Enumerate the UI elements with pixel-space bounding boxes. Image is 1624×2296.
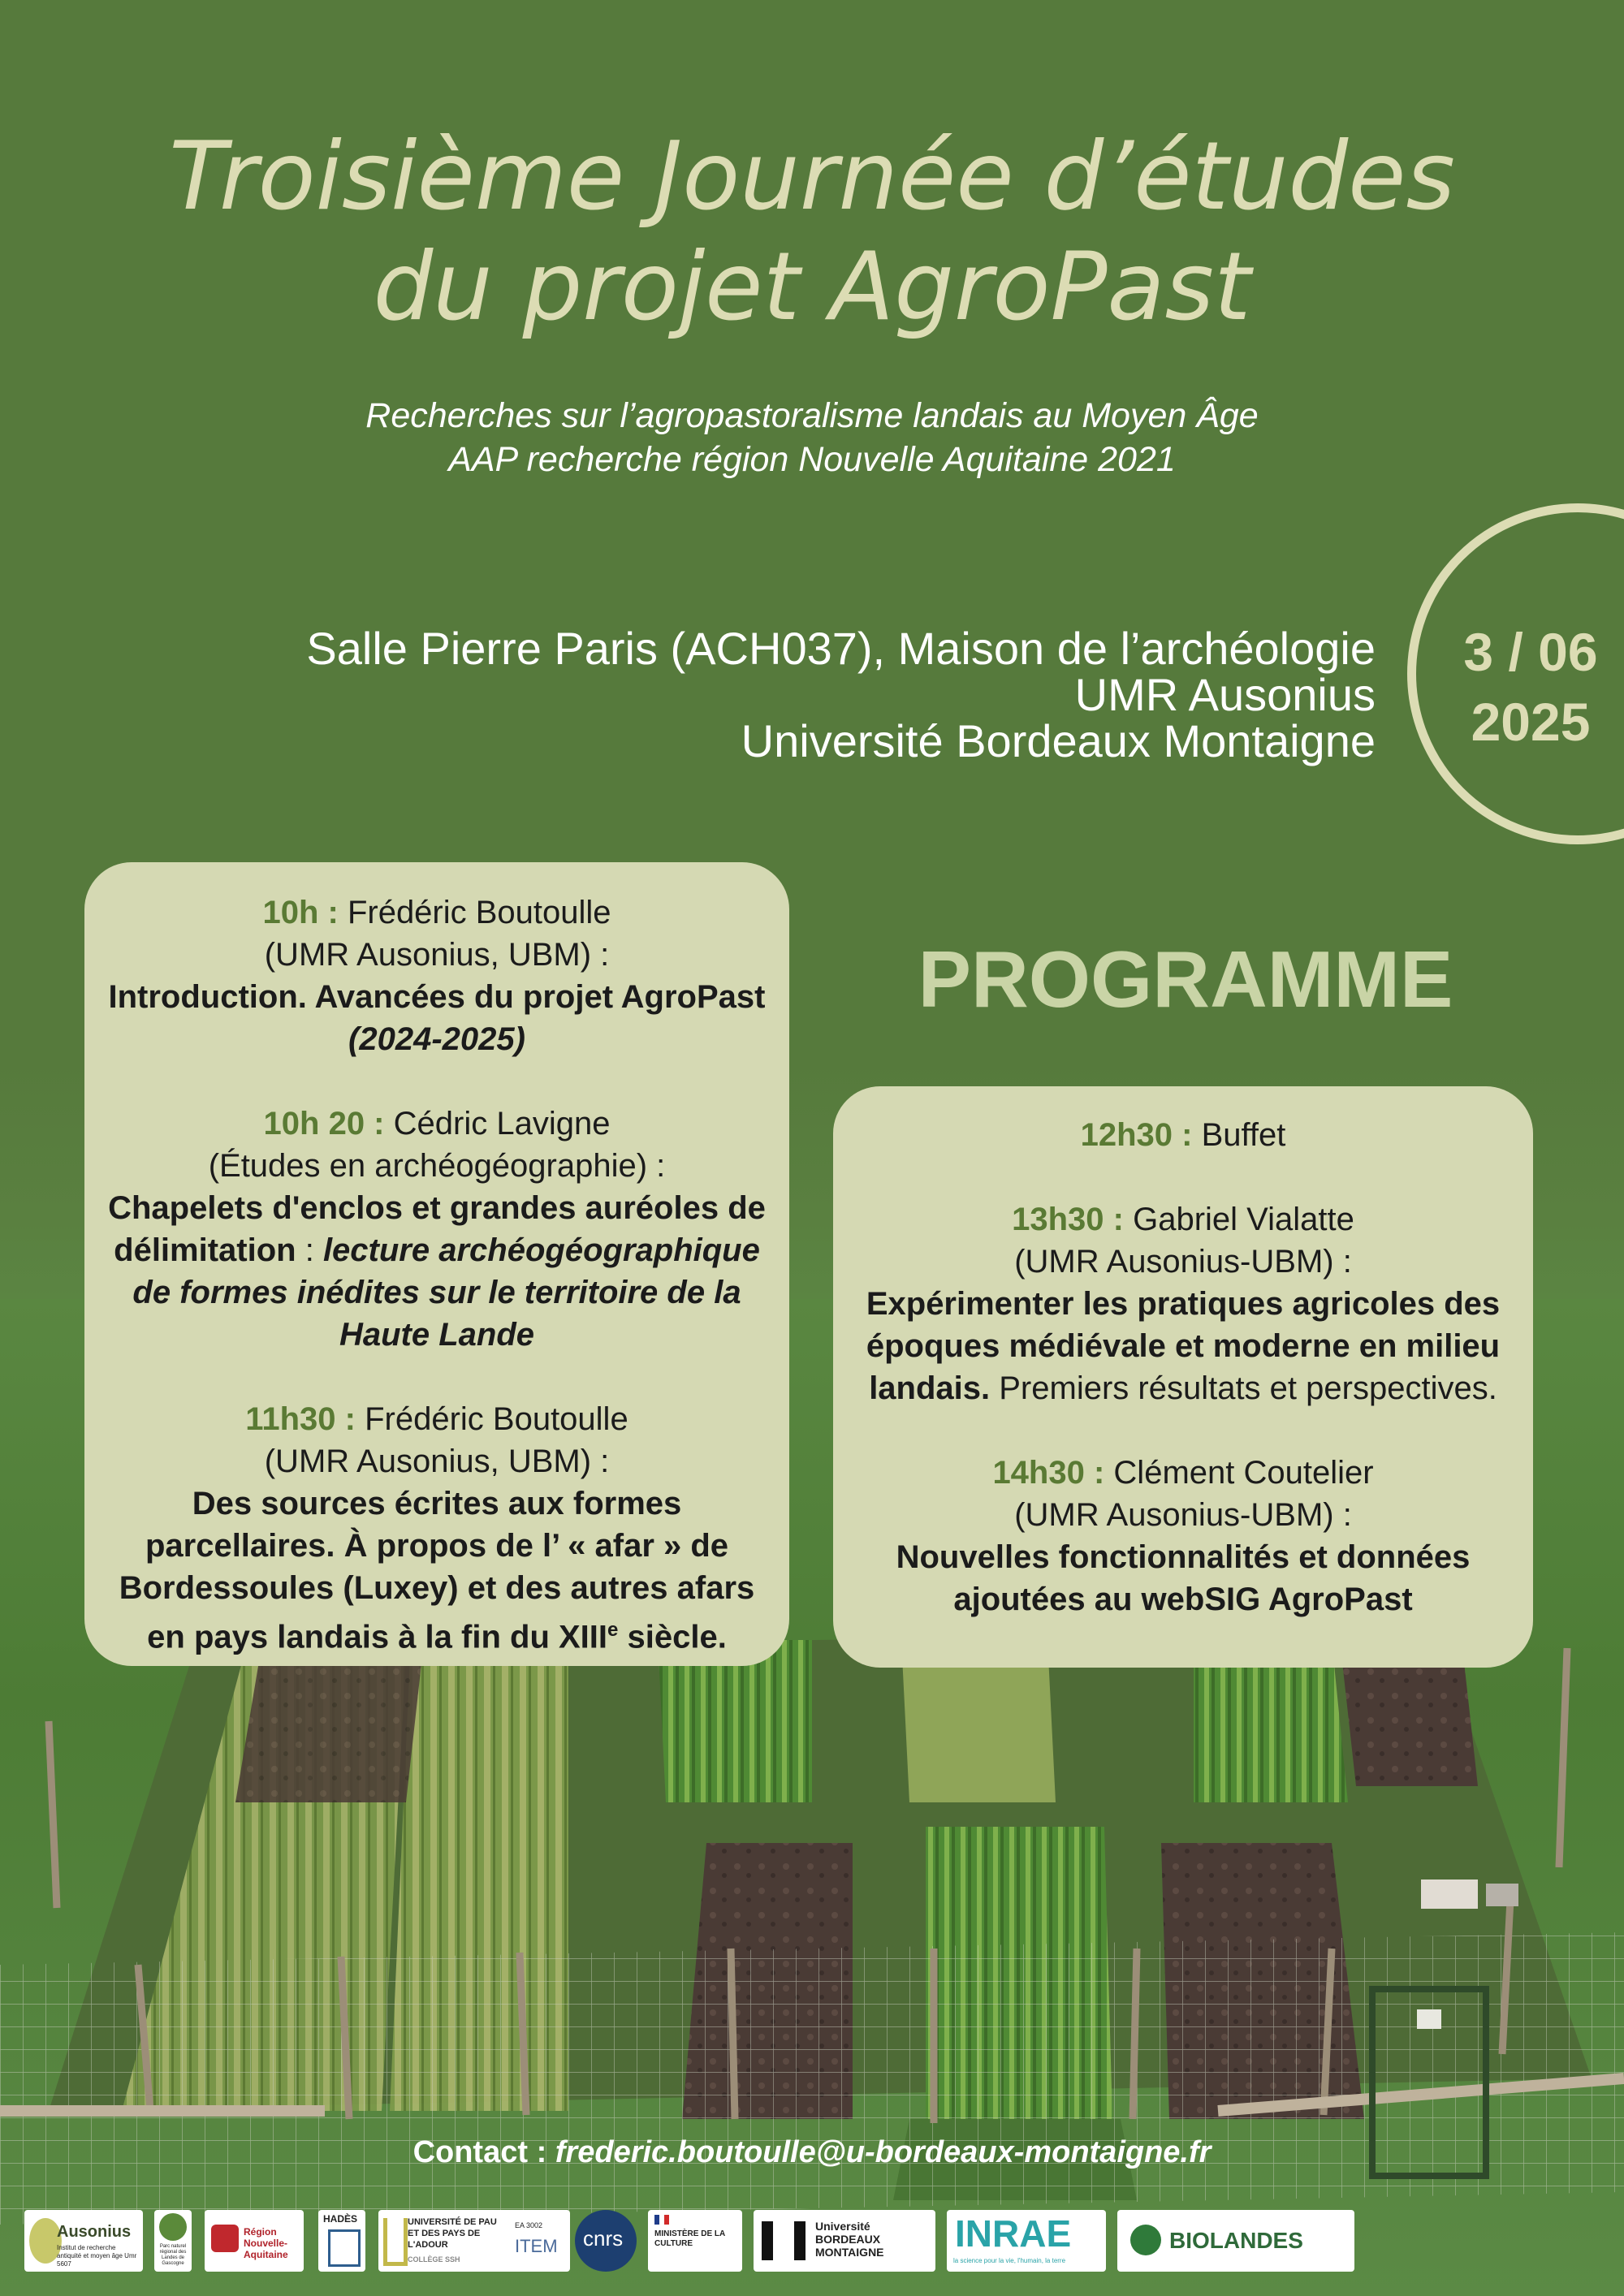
logo-ausonius: Ausonius Institut de recherche antiquité et moyen âge Umr 5607 [24,2210,143,2272]
session-affiliation: (UMR Ausonius-UBM) : [1014,1244,1352,1280]
logo-biolandes: BIOLANDES [1117,2210,1354,2272]
venue-line-2: UMR Ausonius [1074,669,1376,720]
date-year: 2025 [1471,692,1591,752]
session-title-rest: Premiers résultats et perspectives. [990,1370,1497,1406]
session-time: 12h30 : [1080,1117,1193,1153]
logo-cnrs: cnrs [575,2210,637,2272]
programme-box-morning [84,862,789,1666]
session-5 [849,1452,1517,1621]
logo-inrae: INRAE la science pour la vie, l'humain, la terre [947,2210,1106,2272]
session-affiliation: (UMR Ausonius-UBM) : [1014,1497,1352,1533]
logo-uppa-item: UNIVERSITÉ DE PAU ET DES PAYS DE L'ADOUR COLLÈGE SSH EA 3002 ITEM [378,2210,570,2272]
session-speaker: Clément Coutelier [1113,1455,1374,1491]
session-title: Introduction. Avancées du projet AgroPast [108,979,766,1015]
title-line-2: du projet AgroPast [373,232,1251,342]
session-speaker: Frédéric Boutoulle [365,1401,628,1437]
session-separator: : [296,1232,323,1268]
session-speaker: Gabriel Vialatte [1133,1202,1354,1237]
logo-hades: HADÈS [318,2210,365,2272]
session-2 [101,1103,773,1356]
logo-bordeaux-montaigne: Université BORDEAUX MONTAIGNE [754,2210,935,2272]
session-time: 10h 20 : [263,1106,385,1142]
session-buffet [849,1114,1517,1156]
date-day: 3 / 06 [1463,622,1598,682]
session-4 [849,1198,1517,1409]
session-title-italic: (2024-2025) [348,1021,525,1057]
session-title-end: siècle. [618,1619,727,1655]
session-title: Nouvelles fonctionnalités et données ajoutées au webSIG AgroPast [896,1539,1471,1617]
session-time: 10h : [262,895,339,930]
date [1429,617,1624,757]
session-affiliation: (UMR Ausonius, UBM) : [264,937,610,973]
session-1 [101,891,773,1060]
session-time: 11h30 : [245,1401,356,1437]
venue-line-3: Université Bordeaux Montaigne [741,715,1376,766]
venue-line-1: Salle Pierre Paris (ACH037), Maison de l’archéologie [306,623,1376,674]
programme-box-afternoon [833,1086,1533,1668]
session-title-superscript: e [607,1619,619,1641]
logo-nouvelle-aquitaine: Région Nouvelle-Aquitaine [205,2210,304,2272]
session-label: Buffet [1201,1117,1286,1153]
subtitle-line-2: AAP recherche région Nouvelle Aquitaine 2021 [448,440,1176,479]
session-title-italic: lecture archéogéographique de formes inédites sur le territoire de la Haute Lande [132,1232,760,1353]
session-affiliation: (Études en archéogéographie) : [208,1148,666,1184]
session-title: Des sources écrites aux formes parcellaires. À propos de l’ « afar » de Bordessoules (Luxey) et des autres afars en pays landais à la fin du XIII [119,1486,755,1655]
session-time: 14h30 : [992,1455,1105,1491]
session-3 [101,1398,773,1658]
session-speaker: Frédéric Boutoulle [347,895,611,930]
logo-parc-landes: Parc naturel régional des Landes de Gascogne [154,2210,192,2272]
title-line-1: Troisième Journée d’études [169,122,1455,231]
session-speaker: Cédric Lavigne [393,1106,611,1142]
session-title: Expérimenter les pratiques agricoles des époques médiévale et moderne en milieu landais. [866,1286,1501,1406]
contact-email-link[interactable]: frederic.boutoulle@u-bordeaux-montaigne.fr [555,2135,1212,2169]
subtitle-line-1: Recherches sur l’agropastoralisme landais au Moyen Âge [365,396,1259,435]
session-title: Chapelets d'enclos et grandes auréoles de délimitation [108,1190,766,1268]
programme-heading: PROGRAMME [918,934,1453,1024]
logo-ministere-culture: MINISTÈRE DE LA CULTURE [648,2210,742,2272]
session-affiliation: (UMR Ausonius, UBM) : [264,1444,610,1479]
session-time: 13h30 : [1012,1202,1124,1237]
partner-logos [24,2210,1608,2275]
contact-label: Contact : [412,2135,547,2169]
contact [0,2135,1624,2170]
